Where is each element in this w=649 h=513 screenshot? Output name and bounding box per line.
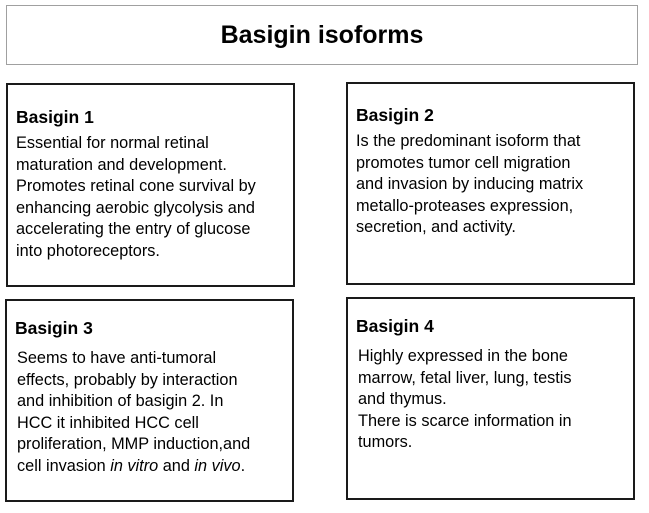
title-box bbox=[6, 5, 638, 65]
card-description bbox=[356, 131, 625, 239]
card-heading: Basigin 3 bbox=[15, 318, 93, 338]
card-line: tumors. bbox=[358, 433, 413, 451]
card-line: There is scarce information in bbox=[358, 411, 572, 430]
card-line: marrow, fetal liver, lung, testis bbox=[358, 368, 572, 387]
card-basigin-3 bbox=[5, 299, 294, 502]
card-line: and inhibition of basigin 2. In bbox=[17, 392, 224, 410]
card-line: and thymus. bbox=[358, 390, 447, 408]
card-line: Promotes retinal cone survival by bbox=[16, 177, 256, 195]
italic-term: in vitro bbox=[110, 456, 159, 475]
card-line: Essential for normal retinal bbox=[16, 134, 209, 152]
card-line: accelerating the entry of glucose bbox=[16, 220, 251, 238]
card-line: Is the predominant isoform that bbox=[356, 132, 581, 150]
card-line: secretion, and activity. bbox=[356, 218, 516, 236]
card-line: maturation and development. bbox=[16, 155, 227, 174]
card-basigin-4 bbox=[346, 297, 635, 500]
card-line: HCC it inhibited HCC cell bbox=[17, 413, 199, 432]
card-basigin-2 bbox=[346, 82, 635, 285]
card-line: into photoreceptors. bbox=[16, 241, 160, 260]
card-heading: Basigin 1 bbox=[16, 107, 94, 127]
card-line-italic-mix bbox=[17, 456, 284, 478]
text-fragment: cell invasion bbox=[17, 456, 111, 475]
card-line: proliferation, MMP induction,and bbox=[17, 435, 251, 453]
page-title: Basigin isoforms bbox=[220, 20, 424, 49]
card-line: Highly expressed in the bone bbox=[358, 347, 568, 365]
text-fragment: and bbox=[158, 456, 195, 475]
card-description bbox=[356, 346, 625, 454]
text-fragment: . bbox=[240, 456, 246, 475]
card-description bbox=[16, 133, 285, 262]
card-basigin-1 bbox=[6, 83, 295, 287]
card-line: promotes tumor cell migration bbox=[356, 153, 571, 172]
card-line: Seems to have anti-tumoral bbox=[17, 349, 217, 367]
italic-term: in vivo bbox=[194, 456, 241, 475]
card-line: enhancing aerobic glycolysis and bbox=[16, 198, 255, 217]
card-line: metallo-proteases expression, bbox=[356, 196, 574, 215]
card-description bbox=[15, 348, 284, 477]
card-heading: Basigin 2 bbox=[356, 105, 434, 125]
card-heading: Basigin 4 bbox=[356, 316, 434, 336]
card-line: and invasion by inducing matrix bbox=[356, 175, 584, 193]
card-line: effects, probably by interaction bbox=[17, 370, 238, 389]
